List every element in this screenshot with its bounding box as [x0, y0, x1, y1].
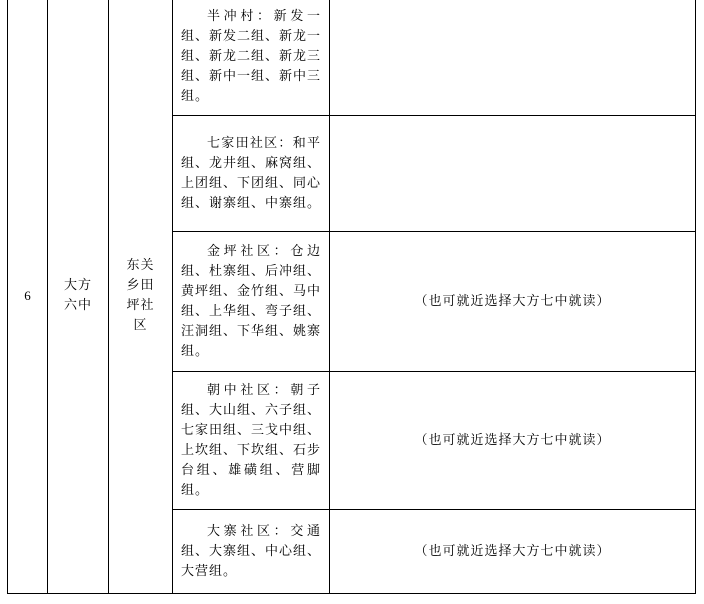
- note-text: （也可就近选择大方七中就读）: [414, 293, 611, 309]
- school-name: 大方六中: [63, 278, 92, 313]
- village-list: 半冲村：新发一组、新发二组、新龙一组、新龙二组、新龙三组、新中一组、新中三组。: [181, 9, 322, 104]
- note-cell: [330, 0, 696, 116]
- village-list: 大寨社区：交通组、大寨组、中心组、大营组。: [181, 523, 322, 579]
- note-cell: [330, 232, 696, 372]
- village-list: 朝中社区：朝子组、大山组、六子组、七家田组、三戈中组、上坎组、下坎组、石步台组、雄磺组、营脚组。: [181, 382, 322, 498]
- villages-cell: [173, 232, 330, 372]
- villages-cell: [173, 510, 330, 594]
- table-row: [8, 0, 696, 116]
- note-cell: [330, 116, 696, 232]
- area-cell: [109, 0, 173, 594]
- villages-cell: [173, 0, 330, 116]
- area-name: 东关乡田坪社区: [126, 258, 155, 333]
- note-cell: [330, 510, 696, 594]
- villages-cell: [173, 372, 330, 510]
- village-list: 金坪社区：仓边组、杜寨组、后冲组、黄坪组、金竹组、马中组、上华组、弯子组、汪洞组、下华组、姚寨组。: [181, 243, 322, 359]
- note-cell: [330, 372, 696, 510]
- school-cell: [48, 0, 109, 594]
- row-number-cell: [8, 0, 48, 594]
- school-district-table: [7, 0, 696, 594]
- row-number: 6: [24, 288, 31, 303]
- villages-cell: [173, 116, 330, 232]
- village-list: 七家田社区：和平组、龙井组、麻窝组、上团组、下团组、同心组、谢寨组、中寨组。: [181, 135, 322, 211]
- note-text: （也可就近选择大方七中就读）: [414, 543, 611, 559]
- note-text: （也可就近选择大方七中就读）: [414, 432, 611, 448]
